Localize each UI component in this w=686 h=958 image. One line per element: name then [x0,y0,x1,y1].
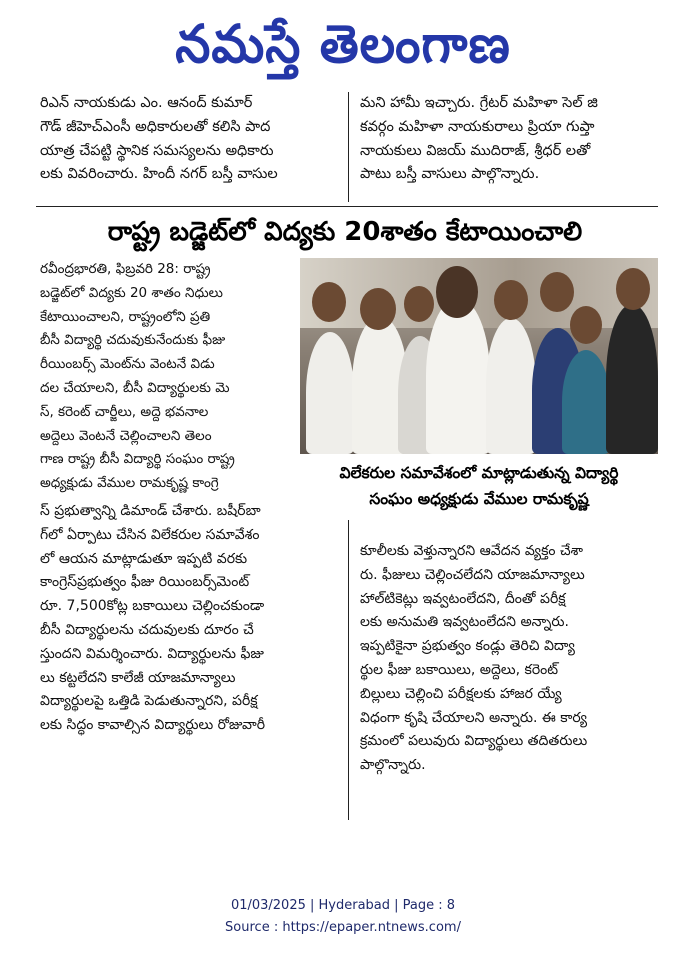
text-line: లకు సిద్ధం కావాల్సిన విద్యార్థులు రోజువారీ [40,717,266,734]
text-line: బీసీ విద్యార్థి చదువుకునేందుకు ఫీజు [40,332,226,349]
text-line: స్తుందని విమర్శించారు. విద్యార్థులను ఫీజు [40,645,264,662]
text-line: రు. ఫీజులు చెల్లించలేదని యాజమాన్యాలు [360,566,585,583]
text-line: మని హామీ ఇచ్చారు. గ్రేటర్ మహిళా సెల్ జి [360,95,598,111]
text-line: ర్థుల ఫీజు బకాయిలు, అద్దెలు, కరెంట్ [360,661,559,678]
photo-person [606,304,658,454]
article-right-column [360,540,658,778]
text-line: గాణ రాష్ట్ర బీసీ విద్యార్థి సంఘం రాష్ట్ర [40,451,235,468]
text-line: లు కట్టలేదని కాలేజీ యాజమాన్యాలు [40,669,236,686]
text-line: రిఎన్ నాయకుడు ఎం. ఆనంద్ కుమార్ [40,95,253,111]
text-line: యాత్ర చేపట్టి స్థానిక సమస్యలను అధికారు [40,142,274,159]
text-line: రూ. 7,500కోట్ల బకాయిలు చెల్లించకుండా [40,598,265,615]
photo-person-head [360,288,396,330]
text-line: కాంగ్రెస్‌ప్రభుత్వం ఫీజు రియింబర్స్‌మెంట్ [40,574,250,591]
text-line: కేటాయించాలని, రాష్ట్రంలోని ప్రతి [40,308,211,325]
text-line: రీయింబర్స్ మెంట్‌ను వెంటనే విడు [40,356,215,373]
text-line: అద్దెలు వెంటనే చెల్లించాలని తెలం [40,427,212,444]
text-line: పాల్గొన్నారు. [360,757,426,774]
text-line: బీసీ విద్యార్థులను చదువులకు దూరం చే [40,621,254,638]
text-line: స్, కరెంట్ చార్జీలు, అద్దె భవనాల [40,403,209,420]
text-line: లకు వివరించారు. హిందీ నగర్ బస్తీ వాసుల [40,166,278,183]
photo-person [306,332,354,454]
photo-person-head [540,272,574,312]
caption-line: సంఘం అధ్యక్షుడు వేముల రామకృష్ణ [369,490,589,508]
caption-line: విలేకరుల సమావేశంలో మాట్లాడుతున్న విద్యార్థి [339,464,619,482]
text-line: రవీంద్రభారతి, ఫిబ్రవరి 28: రాష్ట్ర [40,261,211,277]
text-line: విధంగా కృషి చేయాలని అన్నారు. ఈ కార్య [360,709,588,726]
text-line: కూలీలకు వెళ్తున్నారని ఆవేదన వ్యక్తం చేశా [360,543,583,559]
text-line: పాటు బస్తీ వాసులు పాల్గొన్నారు. [360,166,540,183]
article-headline: రాష్ట్ర బడ్జెట్‌లో విద్యకు 20శాతం కేటాయించాలి [107,217,583,247]
newspaper-masthead: నమస్తే తెలంగాణ [175,13,511,75]
text-line: బడ్జెట్‌లో విద్యకు 20 శాతం నిధులు [40,284,223,301]
text-line: లకు అనుమతి ఇవ్వటంలేదని అన్నారు. [360,614,569,631]
text-line: బిల్లులు చెల్లించి పరీక్షలకు హాజర య్యే [360,685,562,702]
article-left-column [40,258,290,496]
text-line: ఇప్పటికైనా ప్రభుత్వం కండ్లు తెరిచి విద్యా [360,638,575,655]
photo-person [486,318,536,454]
text-line: దల చేయాలని, బీసీ విద్యార్థులకు మె [40,379,230,396]
column-divider [348,92,349,202]
photo-caption [300,460,658,512]
photo-person-head [616,268,650,310]
text-line: విద్యార్థులపై ఒత్తిడి పెడుతున్నారని, పరీక్ష [40,693,258,710]
article-left-column-lower [40,500,336,738]
section-divider [36,206,658,207]
text-line: గౌడ్ జీహెచ్ఎంసీ అధికారులతో కలిసి పాద [40,118,271,135]
photo-person-head [570,306,602,344]
photo-person-head [436,266,478,318]
photo-person-speaker [426,298,490,454]
text-line: స్ ప్రభుత్వాన్ని డిమాండ్ చేశారు. బషీర్‌బా [40,503,261,519]
photo-person-head [494,280,528,320]
text-line: క్రమంలో పలువురు విద్యార్థులు తదితరులు [360,733,588,750]
top-left-column [40,92,336,187]
photo-person-head [312,282,346,322]
article-photo [300,258,658,454]
text-line: లో ఆయన మాట్లాడుతూ ఇప్పటి వరకు [40,550,248,567]
footer-source: Source : https://epaper.ntnews.com/ [225,920,461,935]
photo-person [562,350,610,454]
footer-date-edition: 01/03/2025 | Hyderabad | Page : 8 [230,898,456,913]
column-divider [348,520,349,820]
photo-person-head [404,286,434,322]
top-right-column [360,92,658,187]
text-line: కవర్గం మహిళా నాయకురాలు ప్రియా గుప్తా [360,118,595,135]
text-line: నాయకులు విజయ్ ముదిరాజ్, శ్రీధర్ లతో [360,142,591,159]
text-line: గ్‌లో ఏర్పాటు చేసిన విలేకరుల సమావేశం [40,526,260,543]
text-line: హాల్‌టికెట్లు ఇవ్వటంలేదని, దీంతో పరీక్ష [360,590,566,607]
text-line: అధ్యక్షుడు వేముల రామకృష్ణ కాంగ్రె [40,475,219,492]
